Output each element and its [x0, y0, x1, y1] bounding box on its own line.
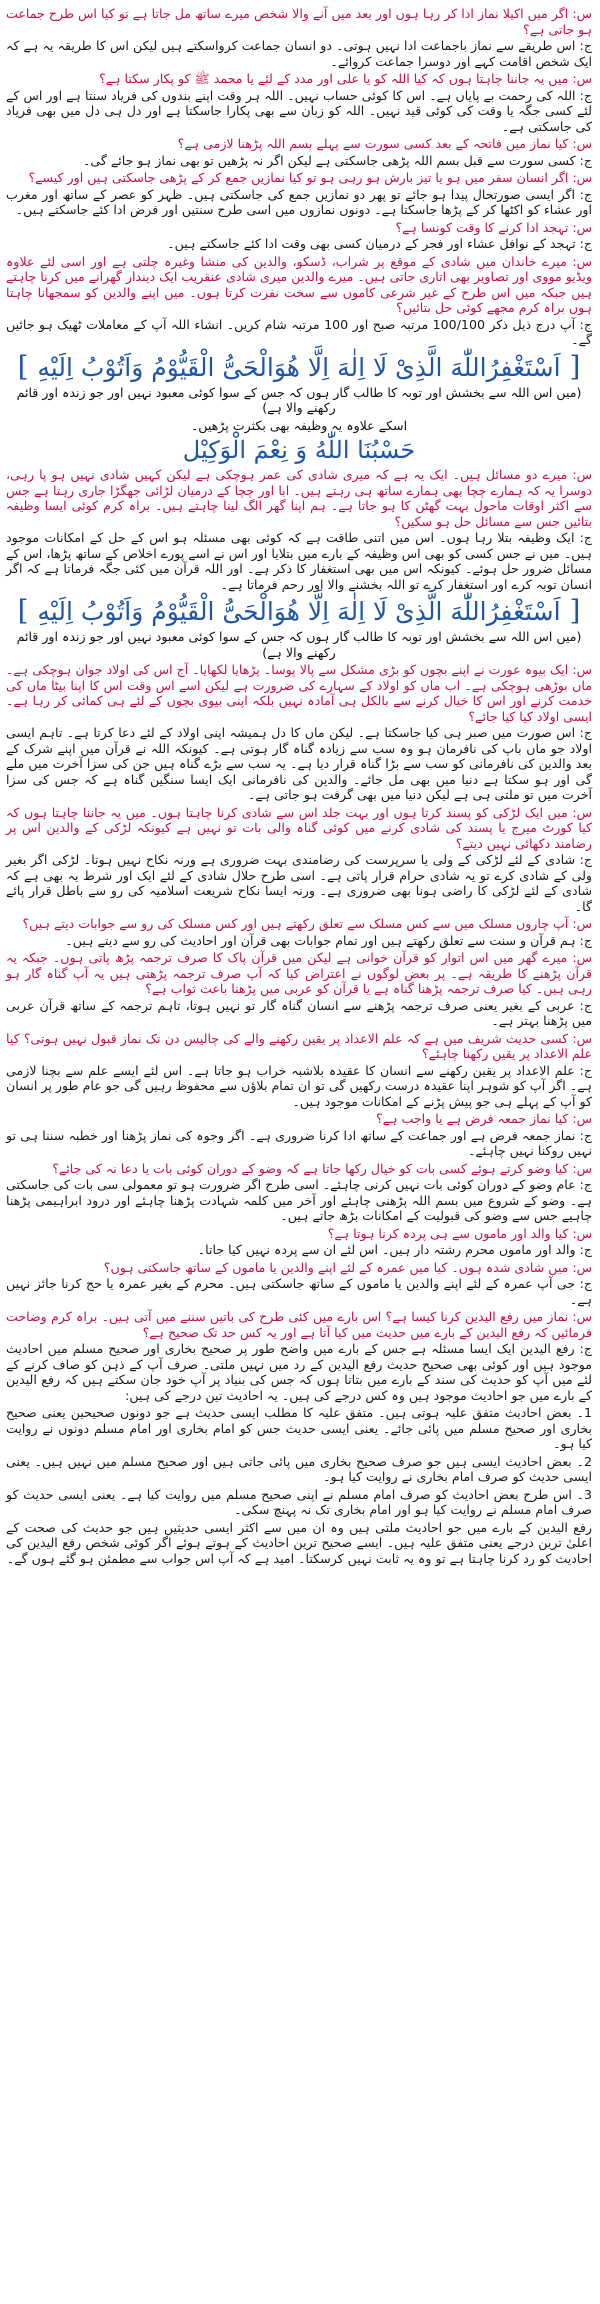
- answer-text: ج: علم الاعداد پر یقین رکھنے سے انسان کا عقیدہ بلاشبہ خراب ہو جاتا ہے۔ اس لئے ایسے علم سے بچنا لازمی ہے۔ اگر آپ کو شوہر اپنا عقیدہ درست رکھیں گی تو ان تمام بلاؤں سے محفوظ رہیں گی جو عام طور پر انسان کو آپ کے پہلے ہی جو پیش پڑنے کے امکانات موجود ہیں۔: [6, 1062, 592, 1109]
- answer-text: ج: اللہ کی رحمت بے پایاں ہے۔ اس کا کوئی حساب نہیں۔ اللہ ہر وقت اپنے بندوں کی فریاد سنتا ہے اور اس کے لئے کسی جگہ یا وقت کی کوئی قید نہیں۔ اللہ کو زبان سے بھی پکارا جاسکتا ہے اور دل ہی دل میں بھی فریاد کی جاسکتی ہے۔: [6, 87, 592, 134]
- answer-text: ج: آپ درج ذیل ذکر 100/100 مرتبہ صبح اور 100 مرتبہ شام کریں۔ انشاء اللہ آپ کے معاملات ٹھیک ہو جائیں گے۔: [6, 316, 592, 347]
- answer-text: ج: ہم قرآن و سنت سے تعلق رکھتے ہیں اور تمام جوابات بھی قرآن اور احادیث کی رو سے دیتے ہیں۔: [65, 932, 592, 948]
- question-text: س: میرے گھر میں اس اتوار کو قرآن خوانی ہے لیکن میں قرآن پاک کا صرف ترجمہ پڑھ پاتی ہوں۔ جبکہ یہ قرآن پڑھنے کا طریقہ ہے۔ پر بعض لوگوں نے اعتراض کیا کہ آپ صرف ترجمہ پڑھتی ہیں یہ آپ گناہ گار ہو رہی ہیں۔ کیا صرف ترجمہ پڑھنا گناہ ہے یا قرآن کو عربی میں پڑھنا باعث ثواب ہے؟: [6, 950, 592, 996]
- answer-text: ج: عربی کے بغیر یعنی صرف ترجمہ پڑھنے سے انسان گناہ گار تو نہیں ہوتا، تاہم ترجمہ کے ساتھ قرآن عربی میں پڑھنا بہتر ہے۔: [6, 997, 592, 1028]
- answer-text: ج: نماز جمعہ فرض ہے اور جماعت کے ساتھ ادا کرنا ضروری ہے۔ اگر وجوہ کی نماز پڑھنا اور خطبہ سننا ہی تو نہیں روکنا نہیں چاہئے۔: [6, 1127, 592, 1158]
- answer-text: ج: والد اور ماموں محرم رشتہ دار ہیں۔ اس لئے ان سے پردہ نہیں کیا جاتا۔: [197, 1242, 592, 1257]
- list-item: 2۔ بعض احادیث ایسی ہیں جو صرف صحیح بخاری میں پائی جاتی ہیں اور صحیح مسلم میں نہیں ہیں۔ یعنی ایسی حدیث کو صرف امام بخاری نے روایت کیا ہو۔: [6, 1453, 592, 1484]
- answer-text: ج: تہجد کے نوافل عشاء اور فجر کے درمیان کسی بھی وقت ادا کئے جاسکتے ہیں۔: [167, 236, 592, 251]
- dua-arabic-text: اَسْتَغْفِرُاللّٰهَ الَّذِىْ لَا اِلٰهَ اِلَّا هُوَالْحَىُّ الْقَيُّوْمُ وَاَتُوْبُ اِلَيْهِ: [37, 352, 561, 382]
- bracket-left-icon: ]: [17, 594, 38, 627]
- bracket-right-icon: [: [560, 594, 581, 627]
- answer-text: ج: اس صورت میں صبر ہی کیا جاسکتا ہے۔ لیکن ماں کا دل ہمیشہ اپنی اولاد کے لئے دعا کرتا ہے۔ تاہم ایسی اولاد جو ماں باپ کی نافرمان ہو وہ سب سے زیادہ گناہ گار ہوتی ہے۔ کیونکہ اللہ نے قرآن میں اپنے شرک کے بعد والدین کی نافرمانی کو سب سے بڑا گناہ قرار دیا ہے۔ یہ سب سے بڑے گناہ ہیں جن کی سزا آخرت میں ملے گی اور ہو سکتا ہے دنیا میں بھی مل جائے۔ والدین کی نافرمانی ایک ایسا سنگین گناہ ہے کہ جس کی سزا آخرت میں تو ملتی ہی ہے لیکن دنیا میں بھی گرفت ہو جاتی ہے۔: [6, 725, 592, 802]
- list-item: 1۔ بعض احادیث متفق علیہ ہوتی ہیں۔ متفق علیہ کا مطلب ایسی حدیث ہے جو دونوں صحیحین یعنی صحیح بخاری اور صحیح مسلم میں پائی جائے۔ یعنی ایسی حدیث جس کو امام بخاری اور امام مسلم دونوں نے روایت کیا ہو۔: [6, 1405, 592, 1451]
- answer-text: ج: ایک وظیفہ بتلا رہا ہوں۔ اس میں اتنی طاقت ہے کہ کوئی بھی مسئلہ ہو اس کے حل کے امکانات موجود ہیں۔ میں نے جس کسی کو بھی اس وظیفہ کے بارے میں بتلایا اور اس نے اسے پورے اخلاص کے ساتھ پڑھا، اس کے مسائل ضرور حل ہوئے۔ کیونکہ اس میں بھی استغفار کا ذکر ہے۔ اور اللہ قرآن میں کئی جگہ فرماتا ہے کہ اگر انسان توبہ کرے اور استغفار کرے تو اللہ بخشنے والا اور رحم فرماتا ہے۔: [6, 530, 592, 592]
- question-text: س: اگر میں اکیلا نماز ادا کر رہا ہوں اور بعد میں آنے والا شخص میرے ساتھ مل جاتا ہے تو کیا اس طرح جماعت ہو جاتی ہے؟: [6, 6, 592, 37]
- answer-text: ج: کسی سورت سے قبل بسم اللہ پڑھی جاسکتی ہے لیکن اگر نہ پڑھیں تو بھی نماز ہو جائے گی۔: [82, 152, 592, 168]
- answer-text: ج: اس طریقے سے نماز باجماعت ادا نہیں ہوتی۔ دو انسان جماعت کرواسکتے ہیں لیکن اس کا طریقہ یہ ہے کہ ایک شخص اقامت کہے اور دوسرا جماعت کروائے۔: [6, 38, 592, 69]
- bracket-left-icon: ]: [17, 349, 38, 383]
- question-text: س: اگر انسان سفر میں ہو یا تیز بارش ہو رہی ہو تو کیا نمازیں جمع کر کے پڑھی جاسکتی ہیں اور کیسے؟: [28, 170, 592, 185]
- question-text: س: تہجد ادا کرنے کا وقت کونسا ہے؟: [395, 219, 592, 235]
- question-text: س: کیا نماز میں فاتحہ کے بعد کسی سورت سے پہلے بسم اللہ پڑھنا لازمی ہے؟: [177, 136, 592, 151]
- question-text: س: میں شادی شدہ ہوں۔ کیا میں عمرہ کے لئے اپنے والدین یا ماموں کے ساتھ جاسکتی ہوں؟: [103, 1259, 592, 1275]
- dua-arabic: [6, 351, 592, 384]
- question-text: س: میرے دو مسائل ہیں۔ ایک یہ ہے کہ میری شادی کی عمر ہوچکی ہے لیکن کہیں شادی نہیں ہو پا رہی، دوسرا یہ کہ ہمارے چچا بھی ہمارے ساتھ ہی رہتے ہیں۔ ابا اور چچا کے درمیان لڑائی جھگڑا جاری رہتا ہے جس سے اکثر اوقات ماحول بہت گھٹن کا ہو جاتا ہے۔ ہم اپنا گھر الگ لینا چاہتے ہیں۔ براہ کرم کوئی ایسا وظیفہ بتائیں جس سے مسائل حل ہو سکیں؟: [6, 467, 592, 529]
- question-text: س: آپ چاروں مسلک میں سے کس مسلک سے تعلق رکھتے ہیں اور کس مسلک کی رو سے جوابات دیتے ہیں؟: [22, 916, 592, 931]
- list-item: 3۔ اس طرح بعض احادیث کو صرف امام مسلم نے اپنی صحیح مسلم میں روایت کیا ہے۔ یعنی ایسی حدیث کو صرف امام مسلم نے روایت کیا ہو اور امام بخاری تک نہ پہنچ سکی۔: [6, 1486, 592, 1517]
- answer-text: ج: جی آپ عمرہ کے لئے اپنے والدین یا ماموں کے ساتھ جاسکتی ہیں۔ محرم کے بغیر عمرہ یا حج کرنا جائز نہیں ہے۔: [6, 1276, 592, 1307]
- answer-text: ج: شادی کے لئے لڑکی کے ولی یا سرپرست کی رضامندی بہت ضروری ہے ورنہ نکاح نہیں ہوتا۔ لڑکی اگر بغیر ولی کے شادی کرے تو یہ شادی حرام قرار پاتی ہے۔ اسی طرح حلال شادی کے لئے ایک اور شرط یہ بھی ہے کہ شادی کے لئے لڑکی کا راضی ہونا بھی ضروری ہے۔ ورنہ ایسا نکاح شریعت اسلامیہ کی رو سے باطل قرار پائے گا۔: [6, 852, 592, 914]
- answer-text: رفع الیدین کے بارے میں جو احادیث ملتی ہیں وہ ان میں سے اکثر ایسی حدیثیں ہیں جو حدیث کی صحت کے اعلیٰ ترین درجے یعنی متفق علیہ ہیں۔ ایسے صحیح ترین احادیث کے ہوتے ہوئے اگر کوئی شخص رفع الیدین کی احادیث کو رد کرنا چاہتا ہے تو وہ یہ ثابت نہیں کرسکتا۔ امید ہے کہ آپ اس جواب سے مطمئن ہو گئے ہوں گے۔: [6, 1519, 592, 1566]
- question-text: س: کیا نماز جمعہ فرض ہے یا واجب ہے؟: [376, 1111, 592, 1126]
- answer-text: ج: عام وضو کے دوران کوئی بات نہیں کرنی چاہئے۔ اسی طرح اگر ضرورت ہو تو معمولی سی بات کی جاسکتی ہے۔ وضو کے شروع میں بسم اللہ پڑھنی چاہئے اور آخر میں کلمہ شہادت پڑھنا چاہئے اور درود ابراہیمی پڑھنا چاہیے جس سے وضو کی قبولیت کے امکانات بڑھ جاتے ہیں۔: [6, 1177, 592, 1223]
- question-text: س: میں ایک لڑکی کو پسند کرتا ہوں اور بہت جلد اس سے شادی کرنا چاہتا ہوں۔ میں یہ جاننا چاہتا ہوں کہ کیا کورٹ میرج یا پسند کی شادی کرنے میں کوئی گناہ والی بات تو نہیں ہے کیونکہ لڑکی کے والدین اس پر رضامند دکھائی نہیں دیتے؟: [6, 804, 592, 851]
- question-text: س: میں یہ جاننا چاہتا ہوں کہ کیا اللہ کو یا علی اور مدد کے لئے یا محمد ﷺ کو پکار سکتا ہے؟: [99, 71, 592, 86]
- dua-arabic: حَسْبُنَا اللّٰهُ وَ نِعْمَ الْوَكِيْل: [182, 436, 416, 464]
- bracket-right-icon: [: [560, 349, 581, 383]
- translation-note: اسکے علاوہ یہ وظیفہ بھی بکثرت پڑھیں۔: [190, 417, 408, 433]
- dua-arabic-text: اَسْتَغْفِرُاللّٰهَ الَّذِىْ لَا اِلٰهَ اِلَّا هُوَالْحَىُّ الْقَيُّوْمُ وَاَتُوْبُ اِلَيْهِ: [37, 597, 561, 626]
- question-text: س: کیا والد اور ماموں سے ہی پردہ کرنا ہوتا ہے؟: [327, 1225, 592, 1241]
- translation-note: (میں اس اللہ سے بخشش اور توبہ کا طالب گار ہوں کہ جس کے سوا کوئی معبود نہیں اور جو زندہ اور قائم رکھنے والا ہے): [16, 629, 582, 660]
- question-text: س: کسی حدیث شریف میں ہے کہ علم الاعداد پر یقین رکھنے والے کی چالیس دن تک نماز قبول نہیں ہوتی؟ کیا علم الاعداد پر یقین رکھنا چاہئے؟: [6, 1030, 592, 1061]
- answer-text: ج: رفع الیدین ایک ایسا مسئلہ ہے جس کے بارے میں واضح طور پر صحیح بخاری اور صحیح مسلم میں احادیث موجود ہیں اور کوئی بھی صحیح حدیث رفع الیدین کے رد میں نہیں ملتی۔ صرف آپ کے ذہن کو صاف کرنے کے لئے میں آپ کو حدیث کی سند کے بارے میں بتاتا ہوں کہ جس کی بنیاد پر آپ خود جان سکتے ہیں کہ رفع الیدین کے بارے میں جو احادیث موجود ہیں وہ کس درجے کی ہیں۔ یہ احادیث تین درجے کی ہیں:: [6, 1341, 592, 1403]
- question-text: س: کیا وضو کرتے ہوئے کسی بات کو خیال رکھا جاتا ہے کہ وضو کے دوران کوئی بات یا دعا نہ کی جائے؟: [52, 1160, 592, 1176]
- question-text: س: ایک بیوہ عورت نے اپنے بچوں کو بڑی مشکل سے پالا پوسا۔ پڑھایا لکھایا۔ آج اس کی اولاد جوان ہوچکی ہے۔ ماں بوڑھی ہوچکی ہے۔ اب ماں کو اولاد کے سہارے کی ضرورت ہے لیکن اسے اس وقت اس کا اپنا بیٹا ماں کی خدمت کرنے اور اس کا خیال کرنے سے بالکل ہی آمادہ نہیں بلکہ اپنی بیوی بچوں کے لئے ہی کمائی کر رہا ہے۔ ایسی اولاد کیا کیا جائے؟: [6, 662, 592, 724]
- dua-arabic: [6, 595, 592, 628]
- question-text: س: نماز میں رفع الیدین کرنا کیسا ہے؟ اس بارے میں کئی طرح کی باتیں سننے میں آتی ہیں۔ براہ کرم وضاحت فرمائیں کہ رفع الیدین کے بارے میں حدیث میں کیا آتا ہے اور یہ کس حد تک صحیح ہے؟: [6, 1309, 592, 1340]
- question-text: س: میرے خاندان میں شادی کے موقع پر شراب، ڈسکو، والدین کی منشا وغیرہ چلتی ہے اور اسی لئے علاوہ ویڈیو مووی اور تصاویر بھی اتاری جاتی ہیں۔ میرے والدین میری شادی عنقریب ایک دیندار گھرانے میں کرنا چاہتے ہیں جبکہ میں اس طرح کے غیر شرعی کاموں سے سخت نفرت کرتا ہوں۔ میں اپنے والدین کو سمجھانا چاہتا ہوں براہ کرم مجھے کوئی حل بتائیں؟: [6, 253, 592, 315]
- answer-text: ج: اگر ایسی صورتحال پیدا ہو جائے تو پھر دو نمازیں جمع کی جاسکتی ہیں۔ ظہر کو عصر کے ساتھ اور مغرب اور عشاء کو اکٹھا کر کے پڑھا جاسکتا ہے۔ دونوں نمازوں میں اسی طرح سنتیں اور فرض ادا کئے جاسکتے ہیں۔: [6, 186, 592, 217]
- translation-note: (میں اس اللہ سے بخشش اور توبہ کا طالب گار ہوں کہ جس کے سوا کوئی معبود نہیں اور جو زندہ اور قائم رکھنے والا ہے): [16, 384, 582, 415]
